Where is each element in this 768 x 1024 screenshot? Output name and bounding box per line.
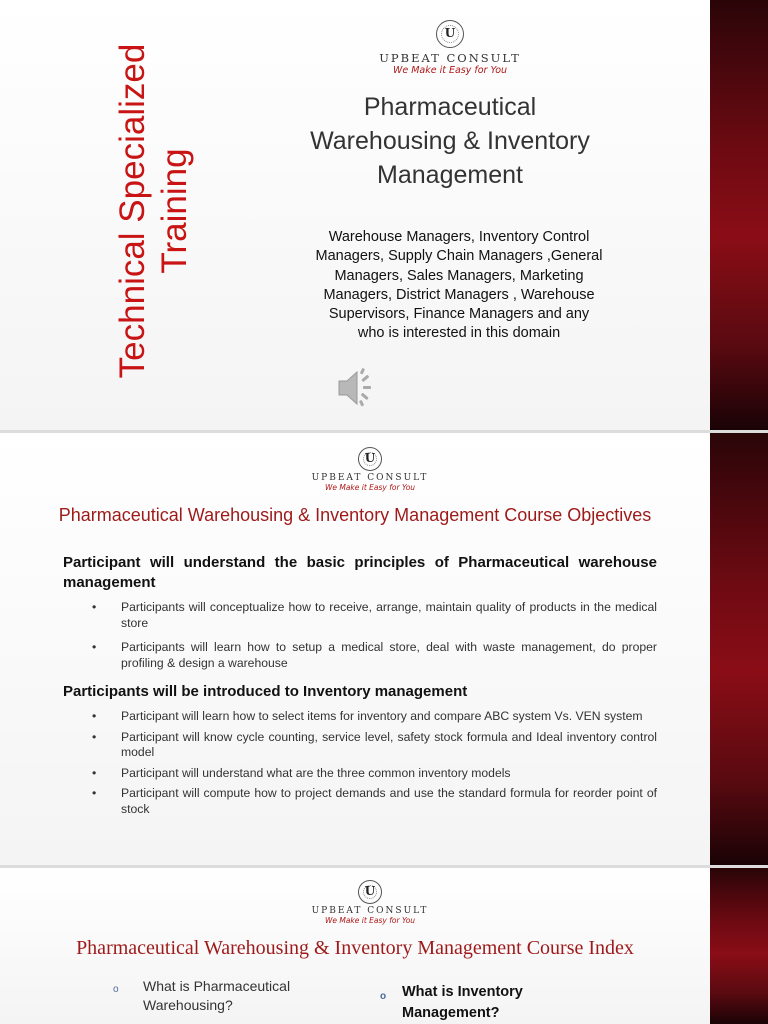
decorative-red-bar (710, 433, 768, 865)
logo-brand: UPBEAT CONSULT (379, 51, 521, 65)
bullet-list (92, 709, 657, 822)
logo-emblem-icon: U (436, 20, 464, 48)
bullet-list (92, 600, 657, 676)
section-title: Participants will be introduced to Inventory management (63, 683, 468, 700)
decorative-red-bar (710, 0, 768, 430)
list-item: • Participants will learn how to setup a medical store, deal with waste management, do proper profiling & design a warehouse (92, 640, 657, 671)
title-slide (0, 0, 768, 430)
slide-heading: Pharmaceutical Warehousing & Inventory Management Course Index (76, 937, 634, 959)
company-logo (300, 447, 440, 492)
speaker-icon[interactable] (337, 368, 379, 412)
list-item: • Participant will understand what are the three common inventory models (92, 766, 657, 782)
logo-tagline: We Make it Easy for You (324, 483, 416, 492)
bullet-circle-icon: o (380, 991, 387, 1002)
index-slide (0, 868, 768, 1024)
slide-heading: Pharmaceutical Warehousing & Inventory Management Course Objectives (58, 505, 652, 525)
vertical-title: Technical Specialized Training (113, 43, 194, 379)
bullet-circle-icon: o (113, 984, 119, 995)
logo-tagline: We Make it Easy for You (392, 65, 508, 76)
company-logo (370, 20, 530, 76)
slide-title: Pharmaceutical Warehousing & Inventory Management (310, 93, 590, 189)
decorative-red-bar (710, 868, 768, 1024)
list-item: • Participant will know cycle counting, service level, safety stock formula and Ideal inventory control model (92, 730, 657, 761)
logo-brand: UPBEAT CONSULT (311, 473, 429, 483)
objectives-slide (0, 433, 768, 865)
list-item: • Participant will compute how to project demands and use the standard formula for reorder point of stock (92, 786, 657, 817)
list-item: • Participants will conceptualize how to receive, arrange, maintain quality of products in the medical store (92, 600, 657, 631)
list-item: • Participant will learn how to select items for inventory and compare ABC system Vs. VEN system (92, 709, 657, 725)
logo-emblem-icon: U (358, 880, 382, 904)
logo-brand: UPBEAT CONSULT (311, 906, 429, 916)
logo-tagline: We Make it Easy for You (324, 916, 416, 925)
index-item-inventory-management: o What is Inventory Management? (380, 984, 523, 1021)
logo-emblem-icon: U (358, 447, 382, 471)
section-title: Participant will understand the basic principles of Pharmaceutical warehouse management (63, 554, 657, 591)
target-audience: Warehouse Managers, Inventory Control Managers, Supply Chain Managers ,General Managers, Sales Managers, Marketing Managers, District Managers , Warehouse Supervisors, Finance Managers and any who is interested in this domain (315, 229, 603, 342)
index-item-pharma-warehousing: o What is Pharmaceutical Warehousing? (113, 978, 291, 1013)
company-logo (300, 880, 440, 925)
